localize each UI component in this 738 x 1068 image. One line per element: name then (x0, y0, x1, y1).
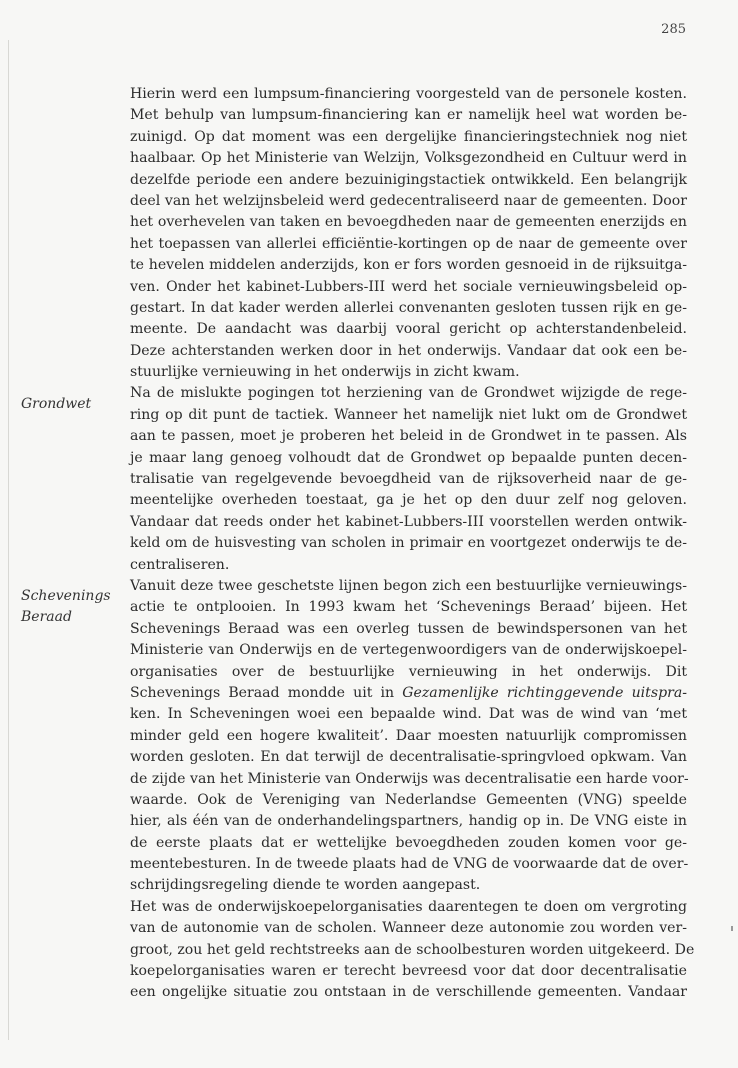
text-line: de eerste plaats dat er wettelijke bevoegdheden zouden komen voor ge- (130, 834, 687, 851)
text-line: meentelijke overheden toestaat, ga je het op den duur zelf nog geloven. (130, 492, 687, 509)
margin-note-schevenings-beraad (21, 586, 126, 629)
margin-note-line: Schevenings (21, 588, 111, 604)
text-line: tralisatie van regelgevende bevoegdheid van de rijksoverheid naar de ge- (130, 471, 687, 488)
text-line: worden gesloten. En dat terwijl de decentralisatie-springvloed opkwam. Van (130, 749, 687, 766)
text-line: Vandaar dat reeds onder het kabinet-Lubbers-III voorstellen werden ontwik- (130, 513, 687, 530)
text-line: gestart. In dat kader werden allerlei convenanten gesloten tussen rijk en ge- (130, 299, 687, 316)
text-line: minder geld een hogere kwaliteit’. Daar moesten natuurlijk compromissen (130, 727, 687, 744)
text-line: ken. In Scheveningen woei een bepaalde wind. Dat was de wind van ‘met (130, 706, 687, 723)
text-line: actie te ontplooien. In 1993 kwam het ‘Schevenings Beraad’ bijeen. Het (130, 599, 687, 616)
text-line: haalbaar. Op het Ministerie van Welzijn, Volksgezondheid en Cultuur werd in (130, 150, 687, 167)
text-line: dezelfde periode een andere bezuinigingstactiek ontwikkeld. Een belangrijk (130, 171, 687, 188)
margin-note-line: Grondwet (21, 396, 92, 412)
text-line: aan te passen, moet je proberen het beleid in de Grondwet in te passen. Als (130, 428, 687, 445)
text-line: deel van het welzijnsbeleid werd gedecentraliseerd naar de gemeenten. Door (130, 192, 687, 209)
text-line: Deze achterstanden werken door in het onderwijs. Vandaar dat ook een be- (130, 342, 687, 359)
text-line: stuurlijke vernieuwing in het onderwijs in zicht kwam. (130, 364, 520, 381)
text-line: Met behulp van lumpsum-financiering kan er namelijk heel wat worden be- (130, 107, 687, 124)
text-line: Ministerie van Onderwijs en de vertegenwoordigers van de onderwijskoepel- (130, 642, 687, 659)
text-line: ring op dit punt de tactiek. Wanneer het namelijk niet lukt om de Grondwet (130, 406, 687, 423)
text-line: Het was de onderwijskoepelorganisaties daarentegen te doen om vergroting (130, 898, 687, 915)
text-line: schrijdingsregeling diende te worden aangepast. (130, 877, 481, 894)
margin-note-line: Beraad (21, 609, 72, 626)
text-line: keld om de huisvesting van scholen in primair en voortgezet onderwijs te de- (130, 535, 687, 552)
text-line: Na de mislukte pogingen tot herziening van de Grondwet wijzigde de rege- (130, 385, 687, 402)
text-line: Vanuit deze twee geschetste lijnen begon zich een bestuurlijke vernieuwings- (130, 577, 687, 594)
text-segment: Schevenings Beraad mondde uit in (130, 684, 395, 701)
page-number: 285 (661, 22, 686, 37)
text-line: hier, als één van de onderhandelingspartners, handig op in. De VNG eiste in (130, 813, 687, 830)
margin-note-grondwet (21, 394, 126, 415)
text-line: centraliseren. (130, 556, 230, 573)
text-line: waarde. Ook de Vereniging van Nederlandse Gemeenten (VNG) speelde (130, 791, 687, 808)
text-line: het overhevelen van taken en bevoegdheden naar de gemeenten enerzijds en (130, 214, 687, 231)
body-text (130, 84, 695, 1004)
text-line: je maar lang genoeg volhoudt dat de Grondwet op bepaalde punten decen- (130, 449, 687, 466)
text-line: Schevenings Beraad was een overleg tussen de bewindspersonen van het (130, 620, 687, 637)
page-edge-line (8, 40, 9, 1040)
text-line: te hevelen middelen anderzijds, kon er fors worden gesnoeid in de rijksuitga- (130, 257, 687, 274)
text-line: Hierin werd een lumpsum-financiering voorgesteld van de personele kosten. (130, 86, 687, 102)
text-line: organisaties over de bestuurlijke vernieuwing in het onderwijs. Dit (130, 663, 687, 680)
text-line: het toepassen van allerlei efficiëntie-kortingen op de naar de gemeente over (130, 235, 687, 252)
text-line: koepelorganisaties waren er terecht bevreesd voor dat door decentralisatie (130, 963, 687, 980)
scan-mark (731, 926, 733, 931)
italic-title: Gezamenlijke richtinggevende uitspra- (402, 684, 687, 701)
text-line: ven. Onder het kabinet-Lubbers-III werd het sociale vernieuwingsbeleid op- (130, 278, 687, 295)
text-line: een ongelijke situatie zou ontstaan in de verschillende gemeenten. Vandaar (130, 984, 687, 1001)
text-line: groot, zou het geld rechtstreeks aan de schoolbesturen worden uitgekeerd. De (130, 941, 695, 958)
text-line: de zijde van het Ministerie van Onderwijs was decentralisatie een harde voor- (130, 770, 689, 787)
text-line: meentebesturen. In de tweede plaats had de VNG de voorwaarde dat de over- (130, 856, 689, 873)
text-line: meente. De aandacht was daarbij vooral gericht op achterstandenbeleid. (130, 321, 687, 338)
text-line: van de autonomie van de scholen. Wanneer deze autonomie zou worden ver- (130, 920, 687, 937)
text-line-with-italic (130, 683, 687, 704)
text-line: zuinigd. Op dat moment was een dergelijke financieringstechniek nog niet (130, 128, 687, 145)
